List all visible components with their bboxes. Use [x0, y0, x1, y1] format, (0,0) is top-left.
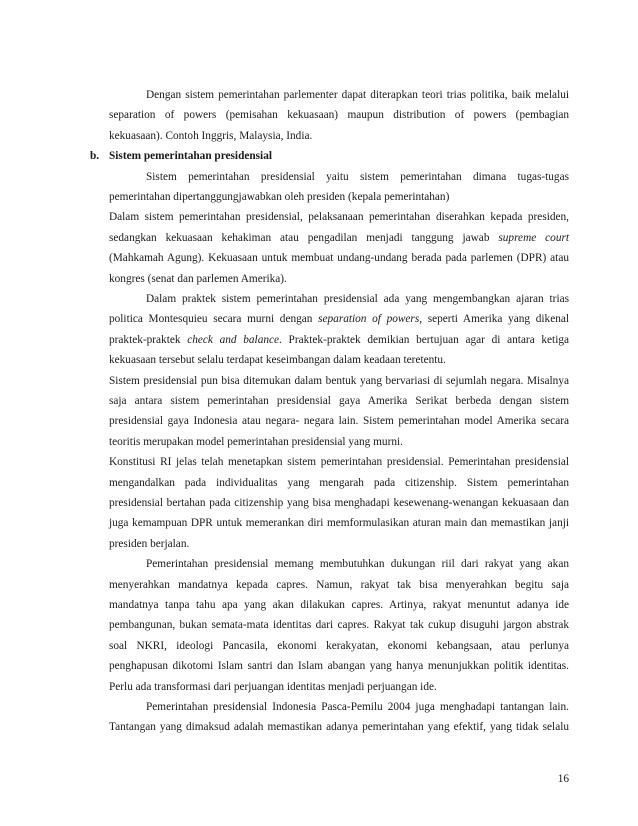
- paragraph-line: Tantangan yang dimaksud adalah memastikan adanya pemerintahan yang efektif, yang tidak selalu: [109, 721, 569, 734]
- italic-term: check and balance: [187, 333, 280, 346]
- paragraph-line: [109, 312, 569, 326]
- line-text: praktek-praktek: [109, 333, 181, 346]
- italic-term: supreme court: [498, 231, 570, 244]
- paragraph-line: Pemerintahan presidensial memang membutuhkan dukungan riil dari rakyat yang akan: [146, 558, 569, 571]
- paragraph-line: presidensial bertahan pada citizenship yang bisa menghadapi kesewenang-wenangan kekuasaan dan: [109, 497, 569, 509]
- paragraph-line: Dalam sistem pemerintahan presidensial, pelaksanaan pemerintahan diserahkan kepada presiden,: [109, 211, 569, 224]
- line-text: sedangkan kekuasaan kehakiman atau pengadilan menjadi tanggung jawab: [109, 231, 490, 244]
- paragraph-line: Sistem pemerintahan presidensial yaitu sistem pemerintahan dimana tugas-tugas: [146, 170, 569, 183]
- paragraph-line: [109, 333, 569, 347]
- paragraph-line: kongres (senat dan parlemen Amerika).: [109, 272, 287, 285]
- paragraph-line: kekuasaan tersebut selalu terdapat keseimbangan dalam keadaan teretentu.: [109, 354, 446, 367]
- line-text: politica Montesquieu secara murni dengan: [109, 313, 313, 326]
- page-number: 16: [557, 773, 569, 785]
- line-text: , seperti Amerika yang dikenal: [419, 313, 570, 326]
- paragraph-line: Sistem presidensial pun bisa ditemukan dalam bentuk yang bervariasi di sejumlah negara. Misalnya: [109, 374, 569, 387]
- paragraph-line: teoritis merupakan model pemerintahan presidensial yang murni.: [109, 435, 403, 448]
- paragraph-line: soal NKRI, ideologi Pancasila, ekonomi kerakyatan, ekonomi kebangsaan, atau perlunya: [109, 639, 569, 652]
- paragraph-line: pembangunan, bukan semata-mata identitas dari capres. Rakyat tak cukup disuguhi jargon abstrak: [109, 619, 569, 632]
- line-text: . Praktek-praktek demikian bertujuan agar di antara ketiga: [279, 333, 570, 346]
- paragraph-line: mengandalkan pada individualitas yang mengarah pada citizenship. Sistem pemerintahan: [109, 476, 569, 489]
- paragraph-line: penghapusan dikotomi Islam santri dan Islam abangan yang hanya menunjukkan politik identitas.: [109, 660, 569, 673]
- paragraph-line: saja antara sistem pemerintahan presidensial gaya Amerika Serikat berbeda dengan sistem: [109, 395, 569, 407]
- paragraph-line: Dengan sistem pemerintahan parlementer dapat diterapkan teori trias politika, baik melalui: [146, 89, 569, 101]
- paragraph-line: Konstitusi RI jelas telah menetapkan sistem pemerintahan presidensial. Pemerintahan presidensial: [109, 456, 569, 469]
- paragraph-line: [109, 231, 569, 245]
- section-heading: [90, 149, 569, 163]
- italic-term: separation of powers: [318, 313, 420, 326]
- paragraph-line: Dalam praktek sistem pemerintahan presidensial ada yang mengembangkan ajaran trias: [146, 293, 569, 305]
- paragraph-line: Perlu ada transformasi dari perjuangan identitas menjadi perjuangan ide.: [109, 680, 437, 693]
- paragraph-line: presiden berjalan.: [109, 537, 190, 550]
- paragraph-line: (Mahkamah Agung). Kekuasaan untuk membuat undang-undang berada pada parlemen (DPR) atau: [109, 252, 569, 265]
- paragraph-line: presidensial gaya Indonesia atau negara- negara lain. Sistem pemerintahan model Amerika secara: [109, 415, 569, 428]
- paragraph-line: juga kemampuan DPR untuk memerankan diri memformulasikan aturan main dan memastikan janji: [109, 517, 569, 530]
- section-marker: b.: [90, 150, 100, 163]
- paragraph-line: Pemerintahan presidensial Indonesia Pasca-Pemilu 2004 juga menghadapi tantangan lain.: [146, 701, 569, 713]
- paragraph-line: menyerahkan mandatnya kepada capres. Namun, rakyat tak bisa menyerahkan begitu saja: [109, 578, 569, 591]
- paragraph-line: separation of powers (pemisahan kekuasaan) maupun distribution of powers (pembagian: [109, 109, 569, 122]
- paragraph-line: kekuasaan). Contoh Inggris, Malaysia, India.: [109, 129, 313, 142]
- paragraph-line: pemerintahan dipertanggungjawabkan oleh presiden (kepala pemerintahan): [109, 191, 450, 203]
- section-title: Sistem pemerintahan presidensial: [109, 150, 272, 163]
- paragraph-line: mandatnya tanpa tahu apa yang akan dilakukan capres. Artinya, rakyat menuntut adanya ide: [109, 599, 569, 611]
